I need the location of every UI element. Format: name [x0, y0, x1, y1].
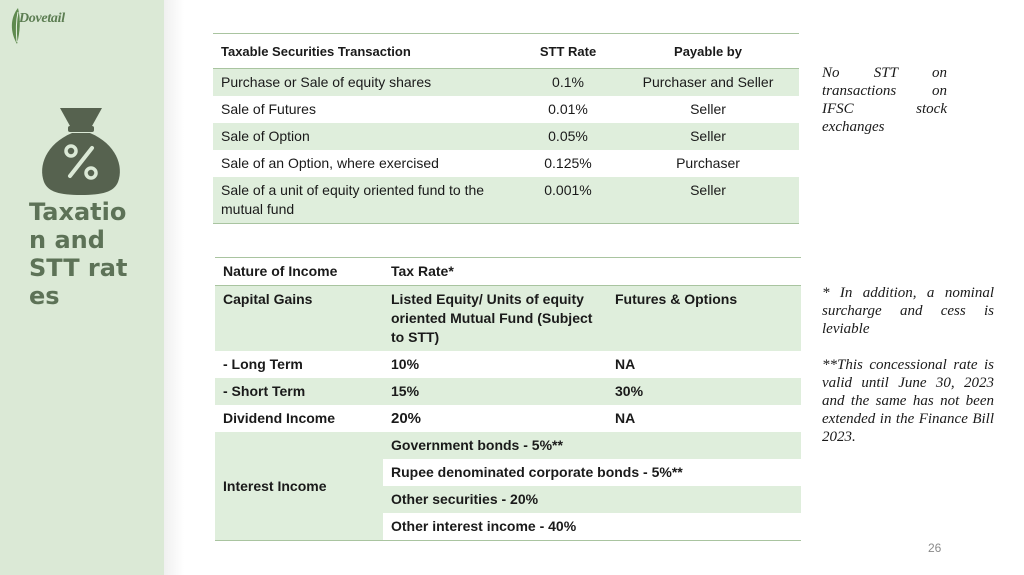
table-cell: 20%	[391, 410, 422, 427]
table-cell: Other interest income - 40%	[391, 518, 577, 534]
table-row	[213, 123, 799, 150]
table-row	[213, 150, 799, 177]
money-bag-percent-icon	[38, 104, 124, 196]
table-cell: Listed Equity/ Units of equity oriented Mutual Fund (Subject to STT)	[391, 291, 593, 345]
table-cell: Seller	[690, 182, 726, 198]
table-cell: Futures & Options	[615, 291, 738, 307]
table-cell: Sale of an Option, where exercised	[221, 155, 439, 171]
surcharge-note: * In addition, a nominal surcharge and cess is leviable	[822, 285, 994, 337]
tax-notes	[822, 284, 994, 464]
table-header-row	[213, 34, 799, 69]
table-cell: - Short Term	[223, 383, 306, 399]
table-cell: 15%	[391, 383, 420, 399]
table-cell: Sale of Futures	[221, 101, 316, 117]
column-header: Payable by	[674, 43, 742, 59]
table-cell: Sale of a unit of equity oriented fund to the mutual fund	[221, 182, 485, 217]
table-cell: NA	[615, 410, 636, 426]
table-cell: Government bonds - 5%**	[383, 432, 801, 459]
table-cell: 30%	[615, 383, 644, 399]
table-cell: Seller	[690, 101, 726, 117]
page-number: 26	[928, 541, 942, 555]
table-cell: 0.125%	[544, 155, 592, 171]
table-cell: Sale of Option	[221, 128, 310, 144]
sidebar-shadow	[164, 0, 184, 575]
table-cell: Capital Gains	[223, 291, 313, 307]
table-cell: 0.001%	[544, 182, 592, 198]
table-row	[213, 96, 799, 123]
table-row	[213, 69, 799, 97]
column-header: Tax Rate*	[391, 263, 454, 279]
table-cell: 10%	[391, 356, 420, 372]
table-cell: Purchaser	[676, 155, 740, 171]
table-cell: Seller	[690, 128, 726, 144]
table-cell: Dividend Income	[223, 410, 336, 426]
column-header: Taxable Securities Transaction	[221, 43, 411, 59]
table-cell: Rupee denominated corporate bonds - 5%**	[391, 464, 683, 480]
table-cell: Purchase or Sale of equity shares	[221, 74, 432, 90]
table-cell: Interest Income	[215, 432, 383, 541]
column-header: Nature of Income	[223, 263, 338, 279]
table-cell: Purchaser and Seller	[642, 74, 774, 90]
logo-text: Dovetail	[19, 11, 65, 26]
table-cell: NA	[615, 356, 636, 372]
table-cell: 0.05%	[548, 128, 588, 144]
table-cell: Other securities - 20%	[383, 486, 801, 513]
table-row	[215, 351, 801, 378]
income-tax-table	[215, 257, 801, 541]
table-row	[215, 432, 801, 459]
table-header-row	[215, 258, 801, 286]
stt-rates-table	[213, 33, 799, 224]
page-title: Taxation and STT rates	[29, 198, 128, 310]
table-cell: 0.1%	[552, 74, 584, 90]
table-cell: - Long Term	[223, 356, 303, 372]
table-row	[215, 286, 801, 352]
table-cell: 0.01%	[548, 101, 588, 117]
concessional-rate-note: **This concessional rate is valid until June 30, 2023 and the same has not been extended in the Finance Bill 2023.	[822, 357, 994, 445]
table-row	[215, 378, 801, 405]
table-row	[215, 405, 801, 432]
stt-note: No STT on transactions on IFSC stock exchanges	[822, 65, 947, 135]
column-header: STT Rate	[539, 43, 597, 59]
table-row	[213, 177, 799, 224]
